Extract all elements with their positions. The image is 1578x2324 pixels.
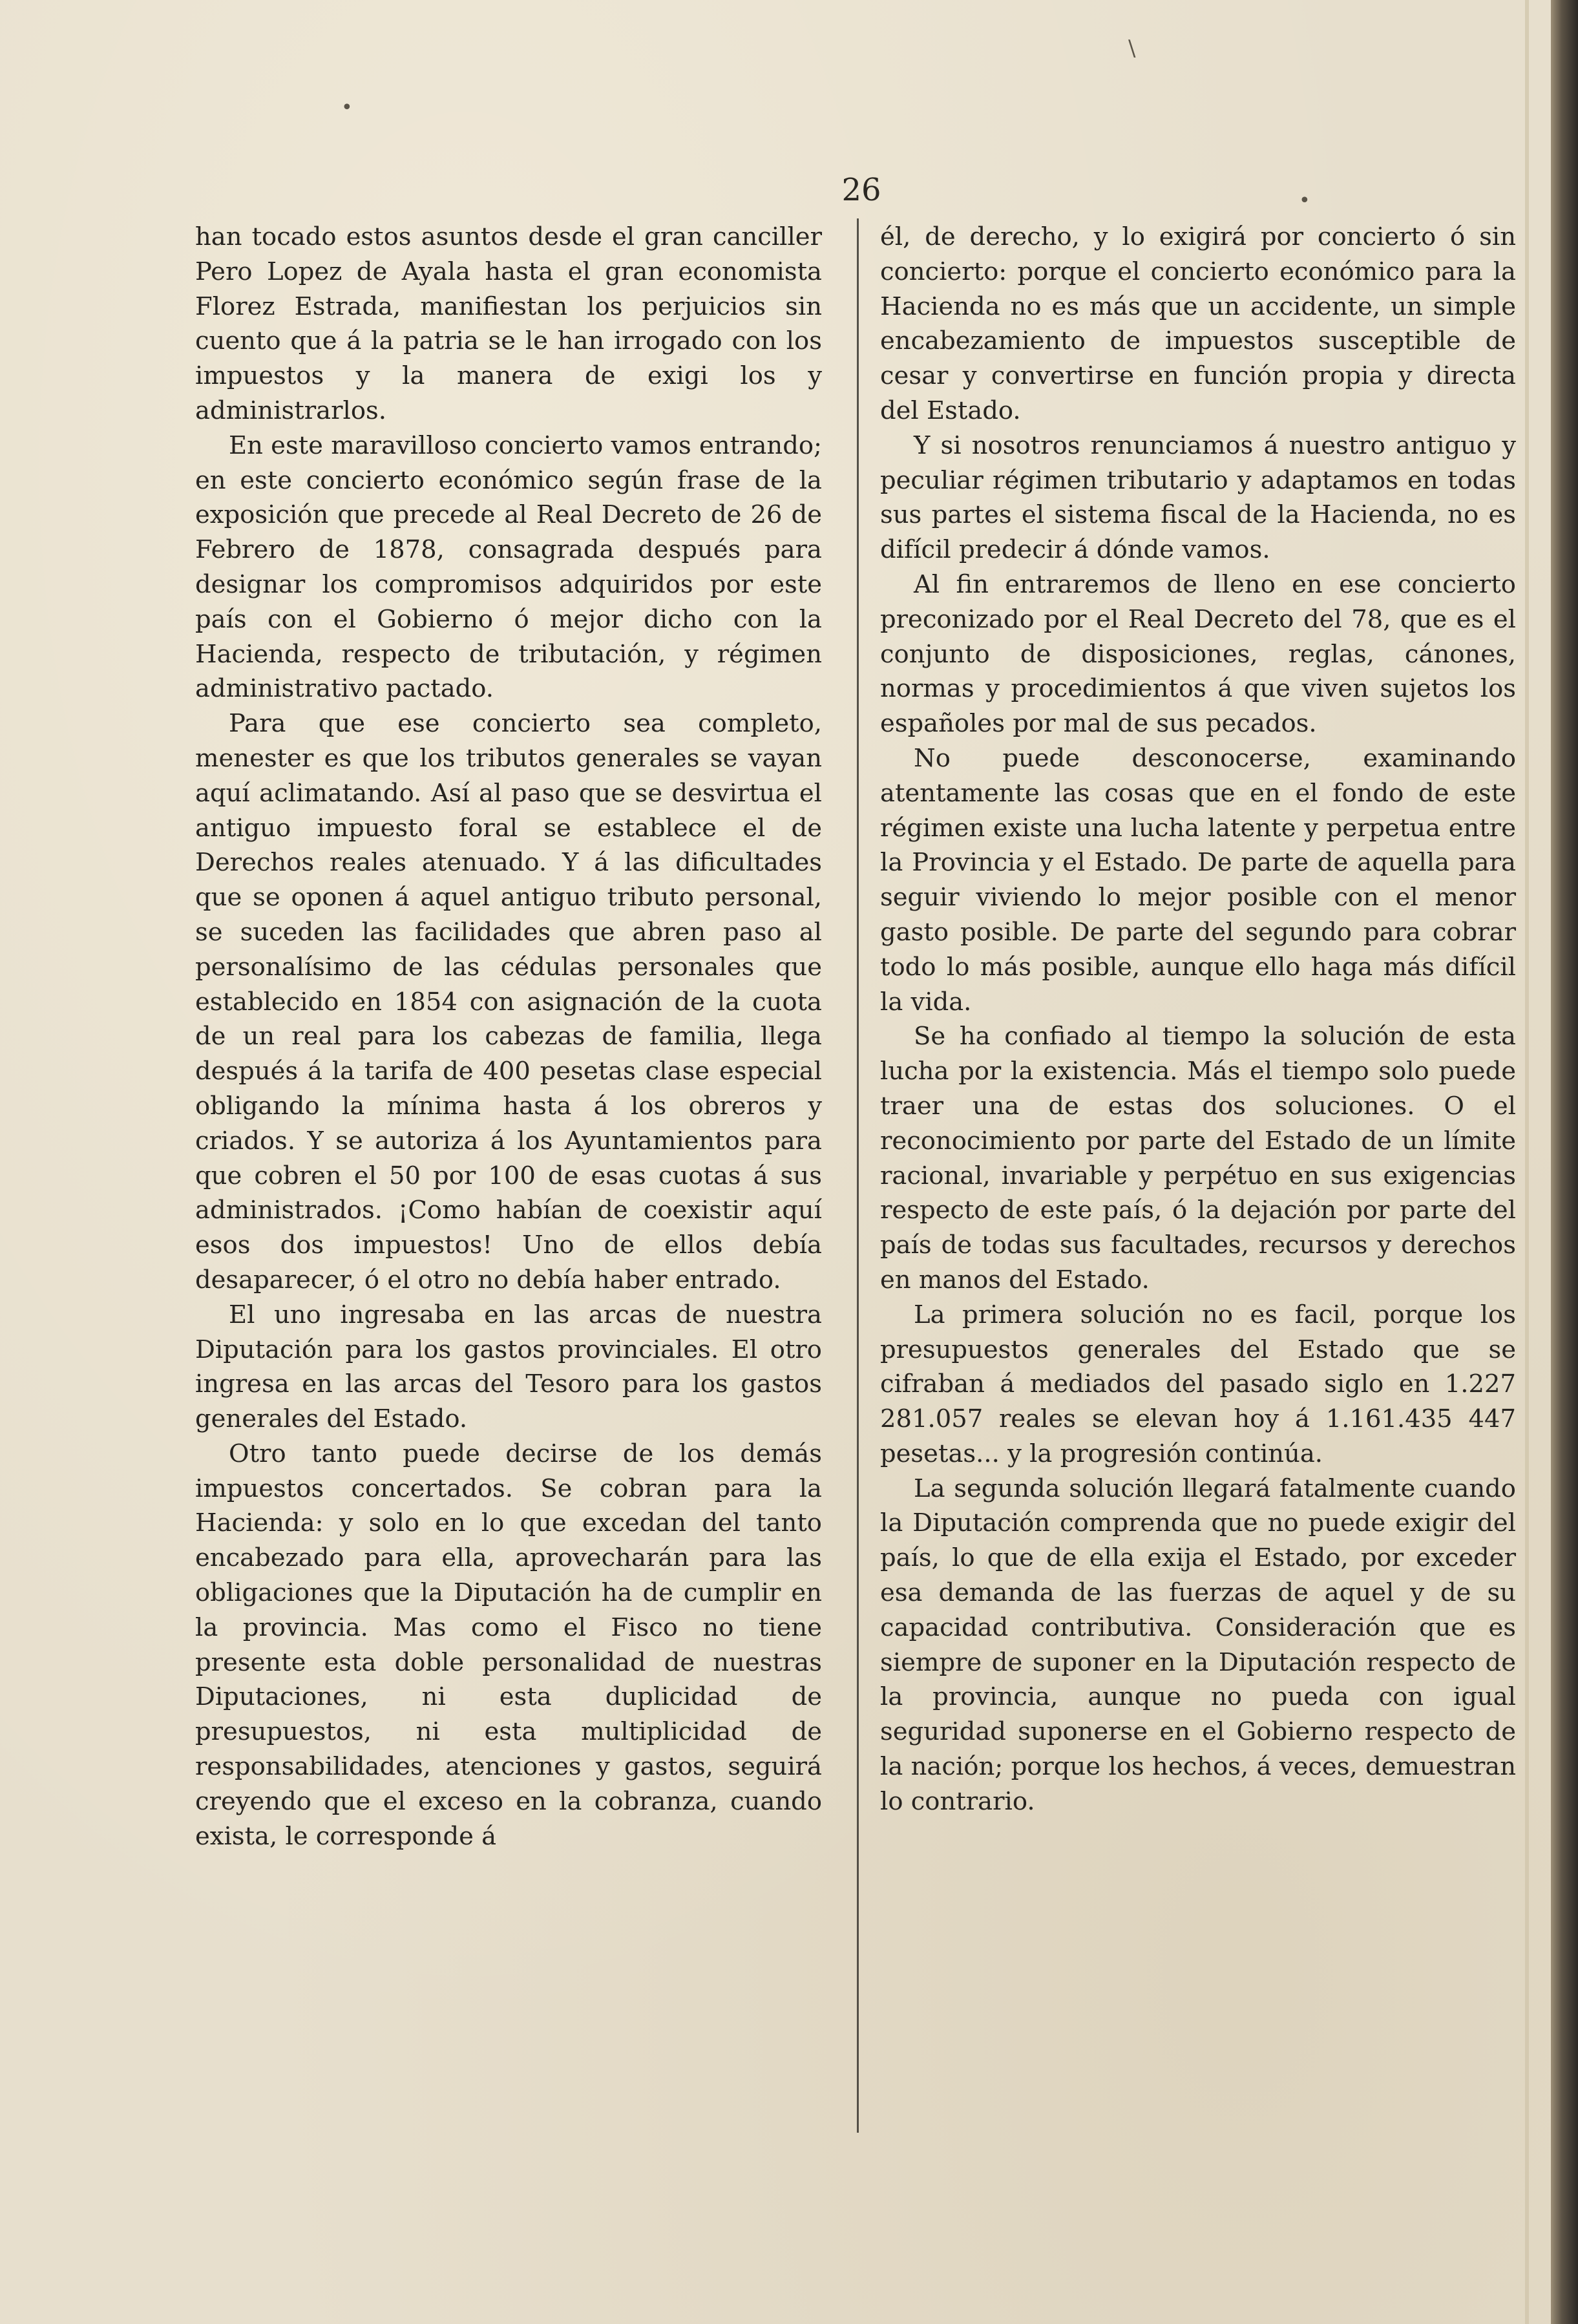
column-divider [857,218,859,2133]
paragraph: En este maravilloso concierto vamos entrando; en este concierto económico según frase de la exposición que precede al Real Decreto de 26 de Febrero de 1878, consagrada después para designar los compromisos adquiridos por este país con el Gobierno ó mejor dicho con la Hacienda, respecto de tributación, y régimen administrativo pactado. [195,430,822,704]
printing-speck: • [1299,189,1310,212]
printing-mark: \ [1128,36,1136,61]
paragraph: Al fin entraremos de lleno en ese concierto preconizado por el Real Decreto del 78, que es el conjunto de disposiciones, reglas, cánones, normas y procedimientos á que viven sujetos los españoles por mal de sus pecados. [880,569,1516,739]
paragraph: él, de derecho, y lo exigirá por concierto ó sin concierto: porque el concierto económico para la Hacienda no es más que un accidente, un simple encabezamiento de impuestos susceptible de cesar y convertirse en función propia y directa del Estado. [880,222,1516,425]
paragraph: La segunda solución llegará fatalmente cuando la Diputación comprenda que no puede exigir del país, lo que de ella exija el Estado, por exceder esa demanda de las fuerzas de aquel y de su capacidad contributiva. Consideración que es siempre de suponer en la Diputación respecto de la provincia, aunque no pueda con igual seguridad suponerse en el Gobierno respecto de la nación; porque los hechos, á veces, demuestran lo contrario. [880,1474,1516,1816]
paragraph: Se ha confiado al tiempo la solución de esta lucha por la existencia. Más el tiempo solo puede traer una de estas dos soluciones. O el reconocimiento por parte del Estado de un límite racional, invariable y perpétuo en sus exigencias respecto de este país, ó la dejación por parte del país de todas sus facultades, recursos y derechos en manos del Estado. [880,1022,1516,1294]
paragraph: Y si nosotros renunciamos á nuestro antiguo y peculiar régimen tributario y adaptamos en todas sus partes el sistema fiscal de la Hacienda, no es difícil predecir á dónde vamos. [880,430,1516,565]
page-edge-line [1525,0,1529,2324]
paragraph: han tocado estos asuntos desde el gran canciller Pero Lopez de Ayala hasta el gran economista Florez Estrada, manifiestan los perjuicios sin cuento que á la patria se le han irrogado con los impuestos y la manera de exigi los y administrarlos. [195,222,822,425]
left-text-column [195,220,822,1854]
printing-speck: • [341,96,353,119]
paragraph: El uno ingresaba en las arcas de nuestra Diputación para los gastos provinciales. El otro ingresa en las arcas del Tesoro para los gastos generales del Estado. [195,1300,822,1434]
paragraph: Para que ese concierto sea completo, menester es que los tributos generales se vayan aquí aclimatando. Así al paso que se desvirtua el antiguo impuesto foral se establece el de Derechos reales atenuado. Y á las dificultades que se oponen á aquel antiguo tributo personal, se suceden las facilidades que abren paso al personalísimo de las cédulas personales que establecido en 1854 con asignación de la cuota de un real para los cabezas de familia, llega después á la tarifa de 400 pesetas clase especial obligando la mínima hasta á los obreros y criados. Y se autoriza á los Ayuntamientos para que cobren el 50 por 100 de esas cuotas á sus administrados. ¡Como habían de coexistir aquí esos dos impuestos! Uno de ellos debía desaparecer, ó el otro no debía haber entrado. [195,709,822,1294]
paragraph: La primera solución no es facil, porque los presupuestos generales del Estado que se cifraban á mediados del pasado siglo en 1.227 281.057 reales se elevan hoy á 1.161.435 447 pesetas... y la progresión continúa. [880,1300,1516,1468]
scan-border [1551,0,1578,2324]
paragraph: No puede desconocerse, examinando atentamente las cosas que en el fondo de este régimen existe una lucha latente y perpetua entre la Provincia y el Estado. De parte de aquella para seguir viviendo lo mejor posible con el menor gasto posible. De parte del segundo para cobrar todo lo más posible, aunque ello haga más difícil la vida. [880,743,1516,1017]
paragraph: Otro tanto puede decirse de los demás impuestos concertados. Se cobran para la Hacienda: y solo en lo que excedan del tanto encabezado para ella, aprovecharán para las obligaciones que la Diputación ha de cumplir en la provincia. Mas como el Fisco no tiene presente esta doble personalidad de nuestras Diputaciones, ni esta duplicidad de presupuestos, ni esta multiplicidad de responsabilidades, atenciones y gastos, seguirá creyendo que el exceso en la cobranza, cuando exista, le corresponde á [195,1439,822,1851]
right-text-column [880,220,1516,1819]
page-number: 26 [841,172,881,208]
